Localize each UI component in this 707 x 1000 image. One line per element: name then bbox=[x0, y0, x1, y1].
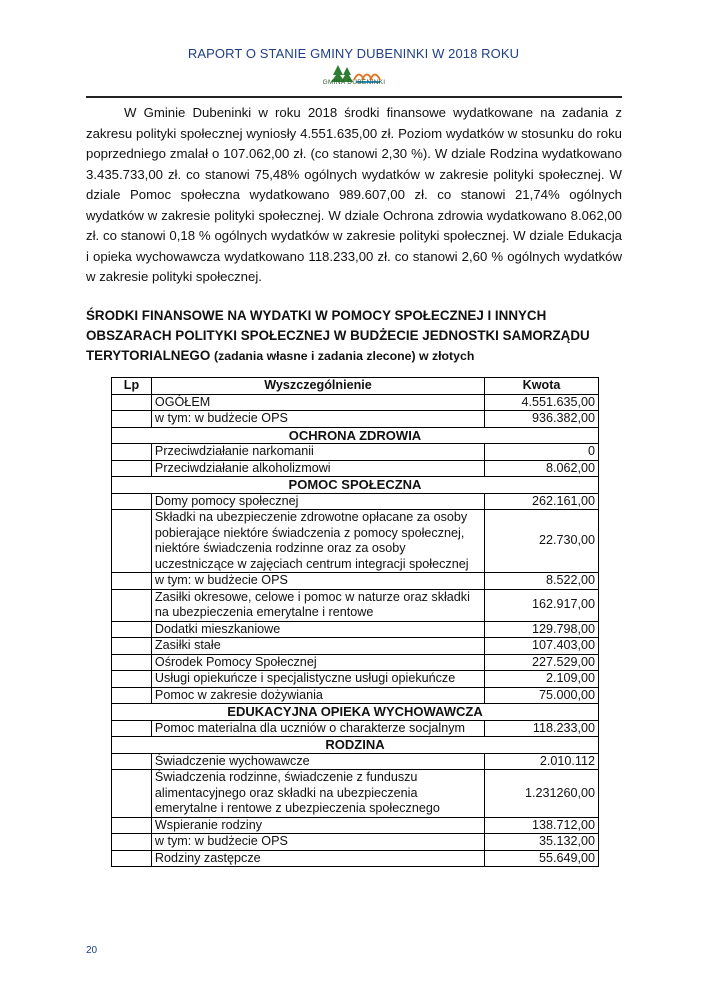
header-lp: Lp bbox=[112, 378, 152, 395]
row-lp bbox=[112, 654, 152, 671]
row-lp bbox=[112, 444, 152, 461]
section-heading bbox=[86, 306, 626, 366]
row-description: Wspieranie rodziny bbox=[151, 817, 484, 834]
table-header-row bbox=[112, 378, 599, 395]
row-description: Pomoc materialna dla uczniów o charakterze socjalnym bbox=[151, 720, 484, 737]
table-row bbox=[112, 753, 599, 770]
section-label: OCHRONA ZDROWIA bbox=[112, 427, 599, 444]
row-description: w tym: w budżecie OPS bbox=[151, 573, 484, 590]
row-amount: 262.161,00 bbox=[485, 493, 599, 510]
report-header-title: RAPORT O STANIE GMINY DUBENINKI W 2018 ROKU bbox=[187, 46, 520, 61]
table-body bbox=[112, 394, 599, 867]
row-description: Rodziny zastępcze bbox=[151, 850, 484, 867]
page-number: 20 bbox=[86, 945, 98, 956]
table-row bbox=[112, 671, 599, 688]
row-amount: 8.522,00 bbox=[485, 573, 599, 590]
table-row bbox=[112, 411, 599, 428]
table-section-row bbox=[112, 477, 599, 494]
row-lp bbox=[112, 753, 152, 770]
row-description: Pomoc w zakresie dożywiania bbox=[151, 687, 484, 704]
row-lp bbox=[112, 834, 152, 851]
header-amount: Kwota bbox=[485, 378, 599, 395]
row-lp bbox=[112, 493, 152, 510]
table-row bbox=[112, 573, 599, 590]
table-row bbox=[112, 510, 599, 573]
table-row bbox=[112, 687, 599, 704]
row-amount: 22.730,00 bbox=[485, 510, 599, 573]
row-amount: 936.382,00 bbox=[485, 411, 599, 428]
row-lp bbox=[112, 850, 152, 867]
row-lp bbox=[112, 720, 152, 737]
row-amount: 2.109,00 bbox=[485, 671, 599, 688]
row-amount: 35.132,00 bbox=[485, 834, 599, 851]
table-section-row bbox=[112, 704, 599, 721]
row-amount: 75.000,00 bbox=[485, 687, 599, 704]
row-amount: 2.010.112 bbox=[485, 753, 599, 770]
row-amount: 118.233,00 bbox=[485, 720, 599, 737]
row-amount: 1.231260,00 bbox=[485, 770, 599, 818]
row-lp bbox=[112, 817, 152, 834]
row-amount: 4.551.635,00 bbox=[485, 394, 599, 411]
intro-paragraph: W Gminie Dubeninki w roku 2018 środki finansowe wydatkowane na zadania z zakresu polityki społecznej wyniosły 4.551.635,00 zł. Poziom wydatków w stosunku do roku poprzedniego zmalał o 107.062,00 zł. (co stanowi 2,30 %). W dziale Rodzina wydatkowano 3.435.733,00 zł. co stanowi 75,48% ogólnych wydatków w zakresie polityki społecznej. W dziale Pomoc społeczna wydatkowano 989.607,00 zł. co stanowi 21,74% ogólnych wydatków w zakresie polityki społecznej. W dziale Ochrona zdrowia wydatkowano 8.062,00 zł. co stanowi 0,18 % ogólnych wydatków w zakresie polityki społecznej. W dziale Edukacja i opieka wychowawcza wydatkowano 118.233,00 zł. co stanowi 2,60 % ogólnych wydatków w zakresie polityki społecznej. bbox=[86, 105, 622, 284]
row-amount: 107.403,00 bbox=[485, 638, 599, 655]
row-description: w tym: w budżecie OPS bbox=[151, 411, 484, 428]
logo-text: GMINA DUBENINKI bbox=[322, 79, 386, 86]
row-lp bbox=[112, 510, 152, 573]
table-row bbox=[112, 834, 599, 851]
row-lp bbox=[112, 687, 152, 704]
row-description: Dodatki mieszkaniowe bbox=[151, 621, 484, 638]
row-lp bbox=[112, 411, 152, 428]
table-row bbox=[112, 444, 599, 461]
row-lp bbox=[112, 770, 152, 818]
row-lp bbox=[112, 573, 152, 590]
table-row bbox=[112, 589, 599, 621]
row-lp bbox=[112, 460, 152, 477]
table-section-row bbox=[112, 427, 599, 444]
table-row bbox=[112, 654, 599, 671]
row-description: Usługi opiekuńcze i specjalistyczne usługi opiekuńcze bbox=[151, 671, 484, 688]
row-amount: 138.712,00 bbox=[485, 817, 599, 834]
row-lp bbox=[112, 394, 152, 411]
row-description: w tym: w budżecie OPS bbox=[151, 834, 484, 851]
section-label: RODZINA bbox=[112, 737, 599, 754]
row-amount: 162.917,00 bbox=[485, 589, 599, 621]
table-row bbox=[112, 493, 599, 510]
row-amount: 55.649,00 bbox=[485, 850, 599, 867]
table-section-row bbox=[112, 737, 599, 754]
row-lp bbox=[112, 621, 152, 638]
table-row bbox=[112, 720, 599, 737]
header-divider bbox=[86, 96, 622, 98]
row-description: OGÓŁEM bbox=[151, 394, 484, 411]
row-amount: 0 bbox=[485, 444, 599, 461]
row-description: Świadczenia rodzinne, świadczenie z funduszu alimentacyjnego oraz składki na ubezpieczenia emerytalne i rentowe z ubezpieczenia społecznego bbox=[151, 770, 484, 818]
table-row bbox=[112, 770, 599, 818]
row-lp bbox=[112, 638, 152, 655]
section-heading-sub: (zadania własne i zadania zlecone) w złotych bbox=[213, 349, 475, 363]
row-amount: 8.062,00 bbox=[485, 460, 599, 477]
section-heading-main: ŚRODKI FINANSOWE NA WYDATKI W POMOCY SPOŁECZNEJ I INNYCH OBSZARACH POLITYKI SPOŁECZNEJ W BUDŻECIE JEDNOSTKI SAMORZĄDU TERYTORIALNEGO bbox=[86, 308, 590, 363]
section-label: EDUKACYJNA OPIEKA WYCHOWAWCZA bbox=[112, 704, 599, 721]
table-row bbox=[112, 394, 599, 411]
row-description: Zasiłki okresowe, celowe i pomoc w naturze oraz składki na ubezpieczenia emerytalne i rentowe bbox=[151, 589, 484, 621]
row-amount: 227.529,00 bbox=[485, 654, 599, 671]
row-lp bbox=[112, 671, 152, 688]
row-description: Świadczenie wychowawcze bbox=[151, 753, 484, 770]
row-description: Przeciwdziałanie alkoholizmowi bbox=[151, 460, 484, 477]
row-description: Ośrodek Pomocy Społecznej bbox=[151, 654, 484, 671]
section-label: POMOC SPOŁECZNA bbox=[112, 477, 599, 494]
table-row bbox=[112, 638, 599, 655]
row-amount: 129.798,00 bbox=[485, 621, 599, 638]
row-description: Domy pomocy społecznej bbox=[151, 493, 484, 510]
row-description: Składki na ubezpieczenie zdrowotne opłacane za osoby pobierające niektóre świadczenia z pomocy społecznej, niektóre świadczenia rodzinne oraz za osoby uczestniczące w zajęciach centrum integracji społecznej bbox=[151, 510, 484, 573]
expenditure-table bbox=[111, 377, 599, 867]
row-description: Przeciwdziałanie narkomanii bbox=[151, 444, 484, 461]
table-row bbox=[112, 817, 599, 834]
table-row bbox=[112, 621, 599, 638]
table-row bbox=[112, 850, 599, 867]
header-description: Wyszczególnienie bbox=[151, 378, 484, 395]
table-row bbox=[112, 460, 599, 477]
row-lp bbox=[112, 589, 152, 621]
row-description: Zasiłki stałe bbox=[151, 638, 484, 655]
